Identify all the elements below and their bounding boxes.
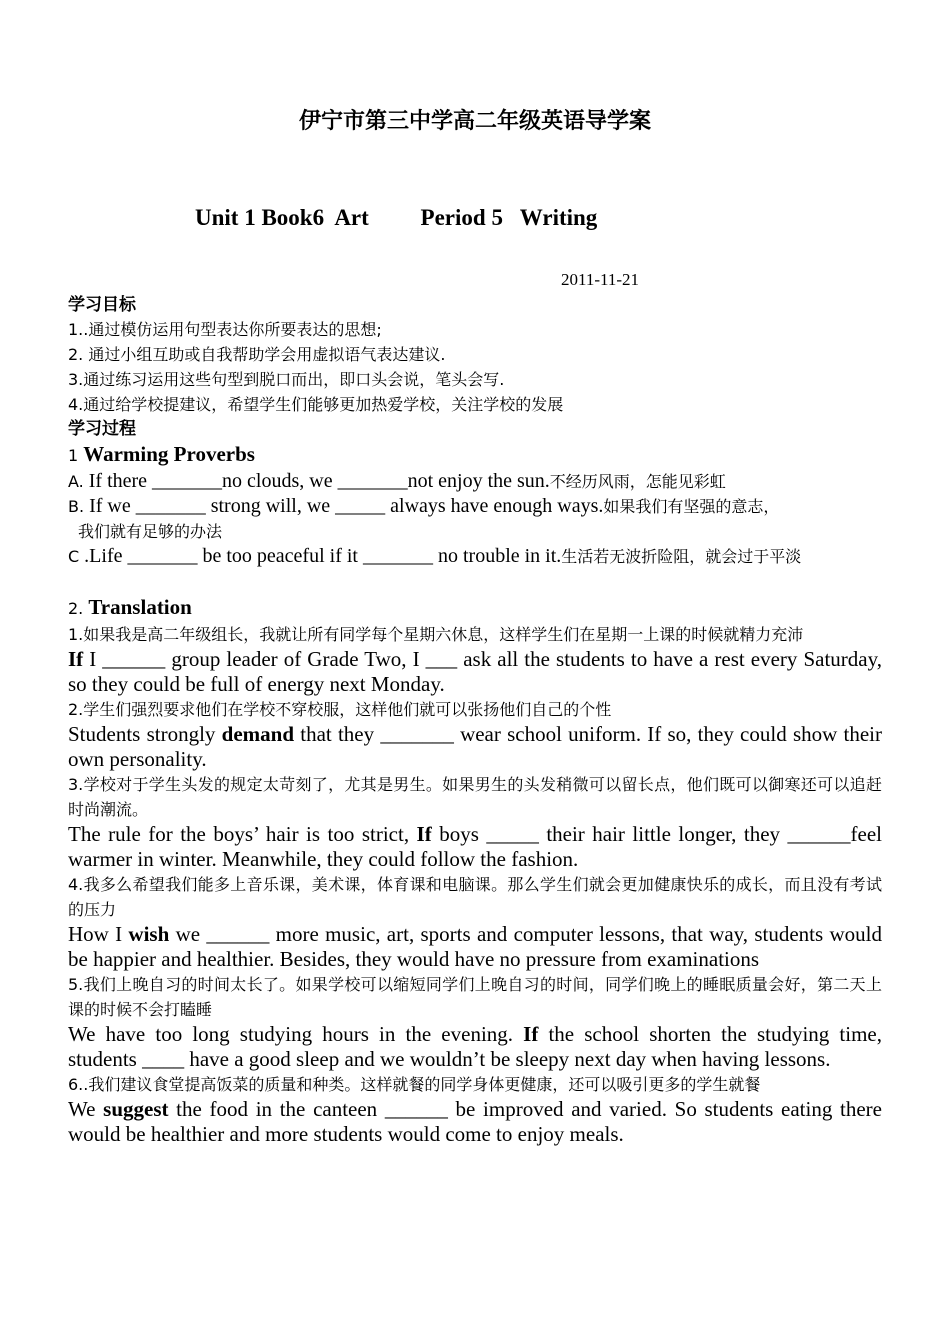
proverb-english: If we _______ strong will, we _____ always have enough ways.: [84, 495, 604, 517]
warming-heading: [68, 441, 882, 469]
translation-english: Students strongly demand that they _______ wear school uniform. If so, they could show their own personality.: [68, 722, 882, 771]
proverb-chinese: 不经历风雨，怎能见彩虹: [549, 472, 726, 491]
proverb-label: A.: [68, 472, 84, 491]
proverb-c: [68, 544, 882, 569]
translation-chinese: 4.我多么希望我们能多上音乐课，美术课，体育课和电脑课。那么学生们就会更加健康快乐的成长，而且没有考试的压力: [68, 875, 882, 919]
key-word: If: [523, 1022, 539, 1046]
section-number: 1: [68, 446, 84, 465]
process-heading: 学习过程: [68, 419, 136, 439]
proverb-a: [68, 469, 882, 494]
key-word: If: [68, 647, 84, 671]
section-number: 2.: [68, 599, 89, 618]
objective-item: 1..通过模仿运用句型表达你所要表达的思想;: [68, 320, 382, 339]
document-date: 2011-11-21: [561, 270, 640, 289]
translation-chinese: 6..我们建议食堂提高饭菜的质量和种类。这样就餐的同学身体更健康，还可以吸引更多的学生就餐: [68, 1075, 761, 1094]
translation-english: How I wish we ______ more music, art, sports and computer lessons, that way, students would be happier and healthier. Besides, they would have no pressure from examinations: [68, 922, 882, 971]
key-word: If: [416, 822, 432, 846]
proverb-b: [68, 494, 882, 519]
key-word: suggest: [103, 1097, 169, 1121]
translation-english: The rule for the boys’ hair is too strict, If boys _____ their hair little longer, they ______feel warmer in winter. Meanwhile, they could follow the fashion.: [68, 822, 882, 871]
translation-english: We have too long studying hours in the evening. If the school shorten the studying time, students ____ have a good sleep and we wouldn’t be sleepy next day when having lessons.: [68, 1022, 882, 1071]
key-word: demand: [221, 722, 294, 746]
objective-item: 3.通过练习运用这些句型到脱口而出，即口头会说，笔头会写.: [68, 370, 505, 389]
proverb-english: If there _______no clouds, we _______not enjoy the sun.: [83, 470, 550, 492]
proverb-chinese: 生活若无波折险阻，就会过于平淡: [561, 547, 802, 566]
section-title: Translation: [88, 595, 192, 619]
document-title: 伊宁市第三中学高二年级英语导学案: [298, 109, 651, 134]
proverb-b-continued: [68, 519, 882, 544]
document-body: [68, 293, 882, 1147]
translation-chinese: 2.学生们强烈要求他们在学校不穿校服，这样他们就可以张扬他们自己的个性: [68, 700, 612, 719]
key-word: wish: [128, 922, 170, 946]
spacer: [68, 569, 882, 594]
unit-period-line: Unit 1 Book6 Art Period 5 Writing: [195, 205, 598, 230]
objective-item: 2. 通过小组互助或自我帮助学会用虚拟语气表达建议.: [68, 345, 446, 364]
proverb-label: B.: [68, 497, 85, 516]
translation-chinese: 3.学校对于学生头发的规定太苛刻了，尤其是男生。如果男生的头发稍微可以留长点，他们既可以御寒还可以追赶时尚潮流。: [68, 775, 882, 819]
proverb-label: C: [68, 547, 80, 566]
translation-chinese: 5.我们上晚自习的时间太长了。如果学校可以缩短同学们上晚自习的时间，同学们晚上的睡眠质量会好，第二天上课的时候不会打瞌睡: [68, 975, 882, 1019]
section-title: Warming Proverbs: [83, 442, 255, 466]
translation-chinese: 1.如果我是高二年级组长，我就让所有同学每个星期六休息，这样学生们在星期一上课的时候就精力充沛: [68, 625, 804, 644]
translation-heading: [68, 594, 882, 622]
proverb-chinese: 如果我们有坚强的意志，: [603, 497, 780, 516]
proverb-english: .Life _______ be too peaceful if it _______ no trouble in it.: [79, 545, 562, 567]
translation-english: We suggest the food in the canteen ______ be improved and varied. So students eating there would be healthier and more students would come to enjoy meals.: [68, 1097, 882, 1146]
translation-english: If I ______ group leader of Grade Two, I ___ ask all the students to have a rest every Saturday, so they could be full of energy next Monday.: [68, 647, 882, 696]
proverb-chinese: 我们就有足够的办法: [78, 522, 223, 541]
objective-item: 4.通过给学校提建议，希望学生们能够更加热爱学校，关注学校的发展: [68, 395, 564, 414]
objectives-heading: 学习目标: [68, 295, 136, 315]
